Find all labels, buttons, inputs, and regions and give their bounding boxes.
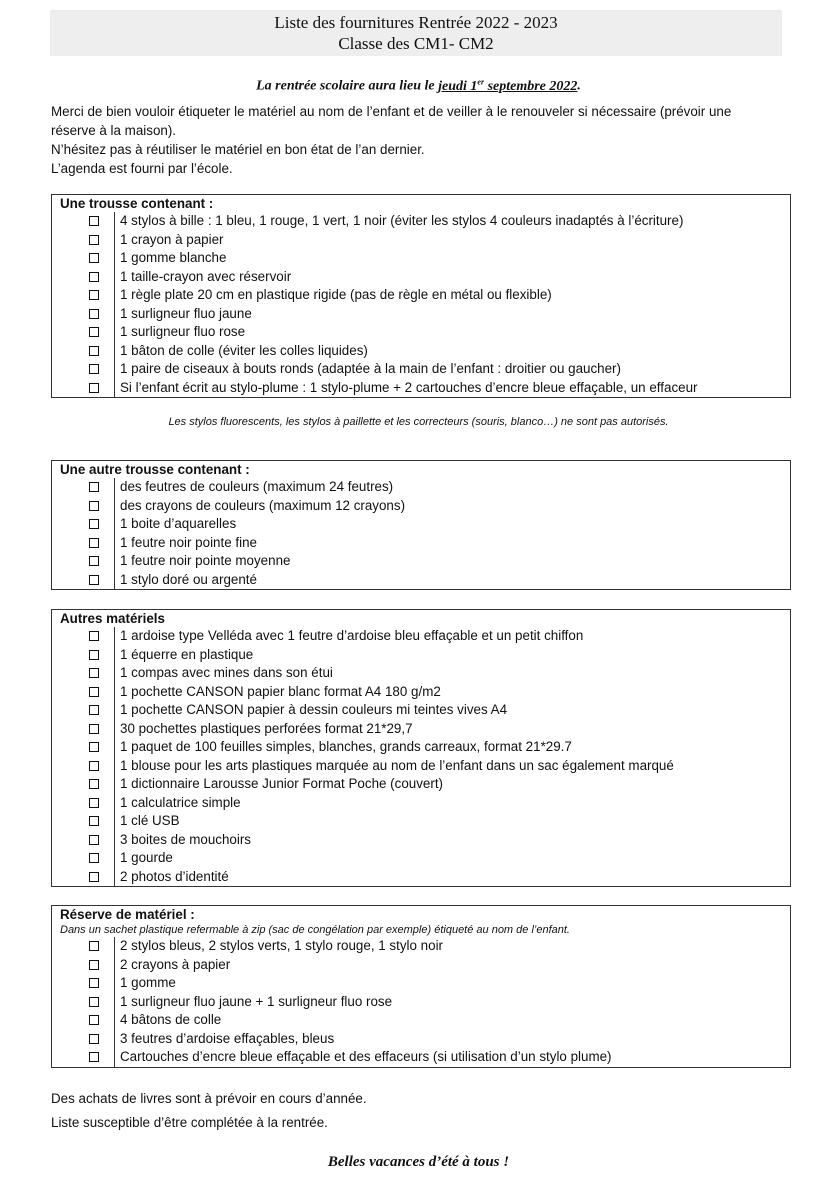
start-date [438,79,577,94]
list-item [52,212,790,231]
checkbox[interactable] [89,1034,99,1044]
item-label: 1 équerre en plastique [114,646,253,665]
item-label: 2 crayons à papier [114,956,230,975]
intro-line: L’agenda est fourni par l’école. [51,161,233,176]
item-label: 1 gourde [114,849,173,868]
section-title: Réserve de matériel : [60,907,195,922]
item-label: 1 surligneur fluo rose [114,323,245,342]
checkbox[interactable] [89,253,99,263]
list-item [52,738,790,757]
item-label: 1 règle plate 20 cm en plastique rigide (pas de règle en métal ou flexible) [114,286,552,305]
item-label: 1 pochette CANSON papier à dessin couleurs mi teintes vives A4 [114,701,507,720]
footer-books-note: Des achats de livres sont à prévoir en cours d’année. [51,1091,367,1106]
list-item [52,720,790,739]
closing-wishes: Belles vacances d’été à tous ! [327,1154,510,1170]
item-label: Si l’enfant écrit au stylo-plume : 1 stylo-plume + 2 cartouches d’encre bleue effaçable, un effaceur [114,379,698,398]
checkbox[interactable] [89,364,99,374]
list-item [52,956,790,975]
checkbox[interactable] [89,290,99,300]
list-item [52,268,790,287]
checkbox[interactable] [89,309,99,319]
intro-line: N’hésitez pas à réutiliser le matériel en bon état de l’an dernier. [51,142,425,157]
list-item [52,571,790,590]
checkbox[interactable] [89,235,99,245]
list-item [52,757,790,776]
checkbox[interactable] [89,742,99,752]
checkbox[interactable] [89,853,99,863]
item-label: 2 photos d’identité [114,868,229,887]
item-label: des crayons de couleurs (maximum 12 crayons) [114,497,405,516]
checkbox[interactable] [89,501,99,511]
forbidden-items-note: Les stylos fluorescents, les stylos à paillette et les correcteurs (souris, blanco…) ne sont pas autorisés. [168,416,669,428]
item-label: 1 boite d’aquarelles [114,515,236,534]
item-label: 1 ardoise type Velléda avec 1 feutre d’ardoise bleu effaçable et un petit chiffon [114,627,583,646]
list-item [52,497,790,516]
item-label: 1 surligneur fluo jaune + 1 surligneur fluo rose [114,993,392,1012]
checkbox[interactable] [89,538,99,548]
notice-prefix: La rentrée scolaire aura lieu le [256,78,439,94]
checkbox[interactable] [89,978,99,988]
checkbox[interactable] [89,835,99,845]
item-label: 1 bâton de colle (éviter les colles liquides) [114,342,368,361]
footer-list-note: Liste susceptible d’être complétée à la rentrée. [51,1115,328,1130]
section-autres-materiels [51,609,791,887]
item-label: 1 taille-crayon avec réservoir [114,268,291,287]
section-subtitle: Dans un sachet plastique refermable à zip (sac de congélation par exemple) étiqueté au nom de l’enfant. [60,924,570,936]
list-item [52,646,790,665]
list-item [52,831,790,850]
list-item [52,231,790,250]
list-item [52,775,790,794]
item-label: 1 feutre noir pointe fine [114,534,257,553]
checkbox[interactable] [89,383,99,393]
list-item [52,342,790,361]
section-title: Une autre trousse contenant : [60,462,250,477]
list-item [52,305,790,324]
checkbox[interactable] [89,724,99,734]
intro-line: Merci de bien vouloir étiqueter le matériel au nom de l’enfant et de veiller à le renouveler si nécessaire (prévoir une [51,104,732,119]
list-item [52,868,790,887]
item-label: 1 gomme [114,974,176,993]
section-title: Une trousse contenant : [60,196,214,211]
school-start-notice [0,77,837,95]
checkbox[interactable] [89,1015,99,1025]
checkbox[interactable] [89,941,99,951]
section-autre-trousse [51,460,791,590]
item-label: 1 blouse pour les arts plastiques marquée au nom de l’enfant dans un sac également marqué [114,757,674,776]
item-label: 1 gomme blanche [114,249,226,268]
list-item [52,286,790,305]
notice-suffix: . [577,78,581,94]
item-label: 1 calculatrice simple [114,794,241,813]
item-label: 1 dictionnaire Larousse Junior Format Poche (couvert) [114,775,443,794]
list-item [52,1030,790,1049]
list-item [52,249,790,268]
checkbox[interactable] [89,631,99,641]
section-title: Autres matériels [60,611,165,626]
checkbox[interactable] [89,668,99,678]
item-label: 1 stylo doré ou argenté [114,571,257,590]
item-label: 1 pochette CANSON papier blanc format A4 180 g/m2 [114,683,441,702]
list-item [52,812,790,831]
list-item [52,478,790,497]
section-trousse [51,194,791,398]
item-label: Cartouches d’encre bleue effaçable et des effaceurs (si utilisation d’un stylo plume) [114,1048,612,1067]
checkbox[interactable] [89,1052,99,1062]
item-label: des feutres de couleurs (maximum 24 feutres) [114,478,393,497]
checkbox[interactable] [89,216,99,226]
section-reserve [51,905,791,1068]
checkbox[interactable] [89,519,99,529]
item-label: 4 stylos à bille : 1 bleu, 1 rouge, 1 vert, 1 noir (éviter les stylos 4 couleurs inadaptés à l’écriture) [114,212,683,231]
item-label: 1 clé USB [114,812,180,831]
checkbox[interactable] [89,798,99,808]
checkbox[interactable] [89,816,99,826]
checkbox[interactable] [89,761,99,771]
start-date-day: jeudi 1 [438,78,478,94]
list-item [52,515,790,534]
item-label: 1 crayon à papier [114,231,223,250]
list-item [52,794,790,813]
list-item [52,1011,790,1030]
list-item [52,1048,790,1067]
item-label: 4 bâtons de colle [114,1011,221,1030]
item-label: 1 paquet de 100 feuilles simples, blanches, grands carreaux, format 21*29.7 [114,738,572,757]
start-date-rest: septembre 2022 [484,78,578,94]
checkbox[interactable] [89,575,99,585]
item-label: 3 feutres d’ardoise effaçables, bleus [114,1030,334,1049]
checkbox[interactable] [89,327,99,337]
item-label: 2 stylos bleus, 2 stylos verts, 1 stylo rouge, 1 stylo noir [114,937,443,956]
start-date-sup: er [477,77,485,86]
list-item [52,379,790,398]
item-label: 30 pochettes plastiques perforées format 21*29,7 [114,720,413,739]
document-header [50,10,782,56]
item-label: 1 feutre noir pointe moyenne [114,552,290,571]
item-label: 1 paire de ciseaux à bouts ronds (adaptée à la main de l’enfant : droitier ou gaucher) [114,360,621,379]
checkbox[interactable] [89,687,99,697]
list-item [52,360,790,379]
list-item [52,627,790,646]
item-label: 3 boites de mouchoirs [114,831,251,850]
list-item [52,993,790,1012]
checkbox[interactable] [89,779,99,789]
list-item [52,534,790,553]
intro-paragraph [51,102,791,178]
checkbox[interactable] [89,960,99,970]
checkbox[interactable] [89,346,99,356]
checkbox[interactable] [89,482,99,492]
checkbox[interactable] [89,272,99,282]
list-item [52,552,790,571]
list-item [52,323,790,342]
checkbox[interactable] [89,650,99,660]
intro-line: réserve à la maison). [51,123,177,138]
document-title: Liste des fournitures Rentrée 2022 - 2023 [274,13,558,32]
checkbox[interactable] [89,705,99,715]
item-label: 1 surligneur fluo jaune [114,305,252,324]
class-name: Classe des CM1- CM2 [338,34,494,53]
checkbox[interactable] [89,997,99,1007]
list-item [52,664,790,683]
checkbox[interactable] [89,872,99,882]
list-item [52,849,790,868]
checkbox[interactable] [89,556,99,566]
list-item [52,974,790,993]
list-item [52,701,790,720]
item-label: 1 compas avec mines dans son étui [114,664,333,683]
list-item [52,683,790,702]
list-item [52,937,790,956]
